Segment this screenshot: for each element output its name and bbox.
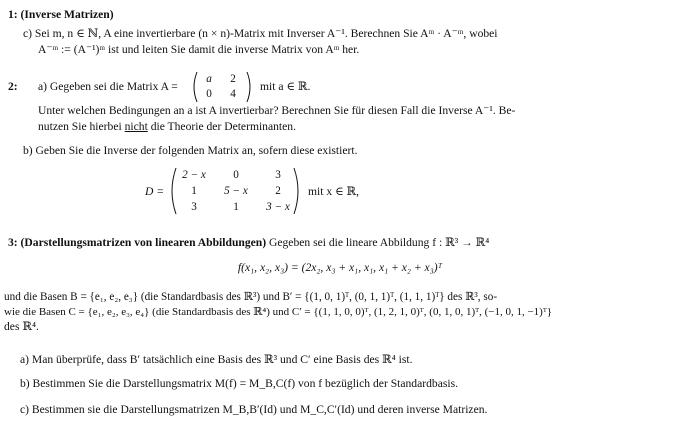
matrix-D-cell: 3 [275, 169, 281, 181]
matrix-D-cell: 5 − x [224, 185, 248, 197]
matrix-D-label: D = [145, 185, 165, 198]
problem-2-number: 2: [8, 80, 18, 93]
problem-3-heading: 3: (Darstellungsmatrizen von linearen Abbildungen) Gegeben sei die lineare Abbildung f : ℝ³ → ℝ⁴ [8, 236, 490, 249]
problem-3a-text: a) Man überprüfe, dass B′ tatsächlich eine Basis des ℝ³ und C′ eine Basis des ℝ⁴ ist. [20, 353, 413, 366]
problem-1-heading: 1: (Inverse Matrizen) [8, 8, 114, 21]
matrix-D-cell: 3 − x [266, 201, 290, 213]
matrix-A [190, 70, 254, 104]
matrix-D-condition: mit x ∈ ℝ, [308, 185, 360, 198]
matrix-A-cell: 4 [230, 88, 236, 100]
map-f-formula: f(x₁, x₂, x₃) = (2x₂, x₃ + x₁, x₁, x₁ + x₂ + x₃)ᵀ [237, 261, 443, 274]
problem-2a-condition: mit a ∈ ℝ. [260, 80, 311, 93]
problem-1c-text-cont: A⁻ᵐ := (A⁻¹)ᵐ ist und leiten Sie damit die inverse Matrix von Aᵐ her. [38, 43, 360, 56]
problem-3b-text: b) Bestimmen Sie die Darstellungsmatrix M(f) = M_B,C(f) von f bezüglich der Standardbasis. [20, 377, 458, 390]
problem-3-bases-line-1: und die Basen B = {e₁, e₂, e₃} (die Standardbasis des ℝ³) und B′ = {(1, 0, 1)ᵀ, (0, 1, 1)ᵀ, (1, 1, 1)ᵀ} des ℝ³, so- [4, 291, 498, 303]
underlined-nicht: nicht [124, 120, 148, 133]
problem-3c-text: c) Bestimmen sie die Darstellungsmatrizen M_B,B′(Id) und M_C,C′(Id) und deren inverse Matrizen. [20, 403, 488, 416]
matrix-A-cell: 2 [230, 73, 236, 85]
problem-2a-intro: a) Gegeben sei die Matrix A = [38, 80, 178, 93]
problem-2a-text-cont: nutzen Sie hierbei nicht die Theorie der Determinanten. [38, 120, 296, 133]
problem-2b-text: b) Geben Sie die Inverse der folgenden Matrix an, sofern diese existiert. [23, 144, 358, 157]
matrix-D-cell: 1 [233, 201, 239, 213]
matrix-A-cell: a [206, 73, 212, 85]
matrix-D-cell: 2 [275, 185, 281, 197]
problem-1c-text: c) Sei m, n ∈ ℕ, A eine invertierbare (n × n)-Matrix mit Inverser A⁻¹. Berechnen Sie Aᵐ · A⁻ᵐ, wobei [23, 27, 498, 40]
problem-3-bases-line-2: wie die Basen C = {e₁, e₂, e₃, e₄} (die Standardbasis des ℝ⁴) und C′ = {(1, 1, 0, 0)ᵀ, (1, 2, 1, 0)ᵀ, (0, 1, 0, 1)ᵀ, (−1, 0, 1, −1)ᵀ} [4, 306, 553, 318]
matrix-D-cell: 1 [191, 185, 197, 197]
matrix-D-cell: 2 − x [182, 169, 206, 181]
matrix-A-cell: 0 [206, 88, 212, 100]
problem-2a-text: Unter welchen Bedingungen an a ist A invertierbar? Berechnen Sie für diesen Fall die Inverse A⁻¹. Be- [38, 104, 516, 117]
matrix-D-cell: 3 [191, 201, 197, 213]
matrix-D [168, 166, 302, 216]
matrix-D-cell: 0 [233, 169, 239, 181]
problem-3-bases-line-3: des ℝ⁴. [4, 320, 39, 333]
